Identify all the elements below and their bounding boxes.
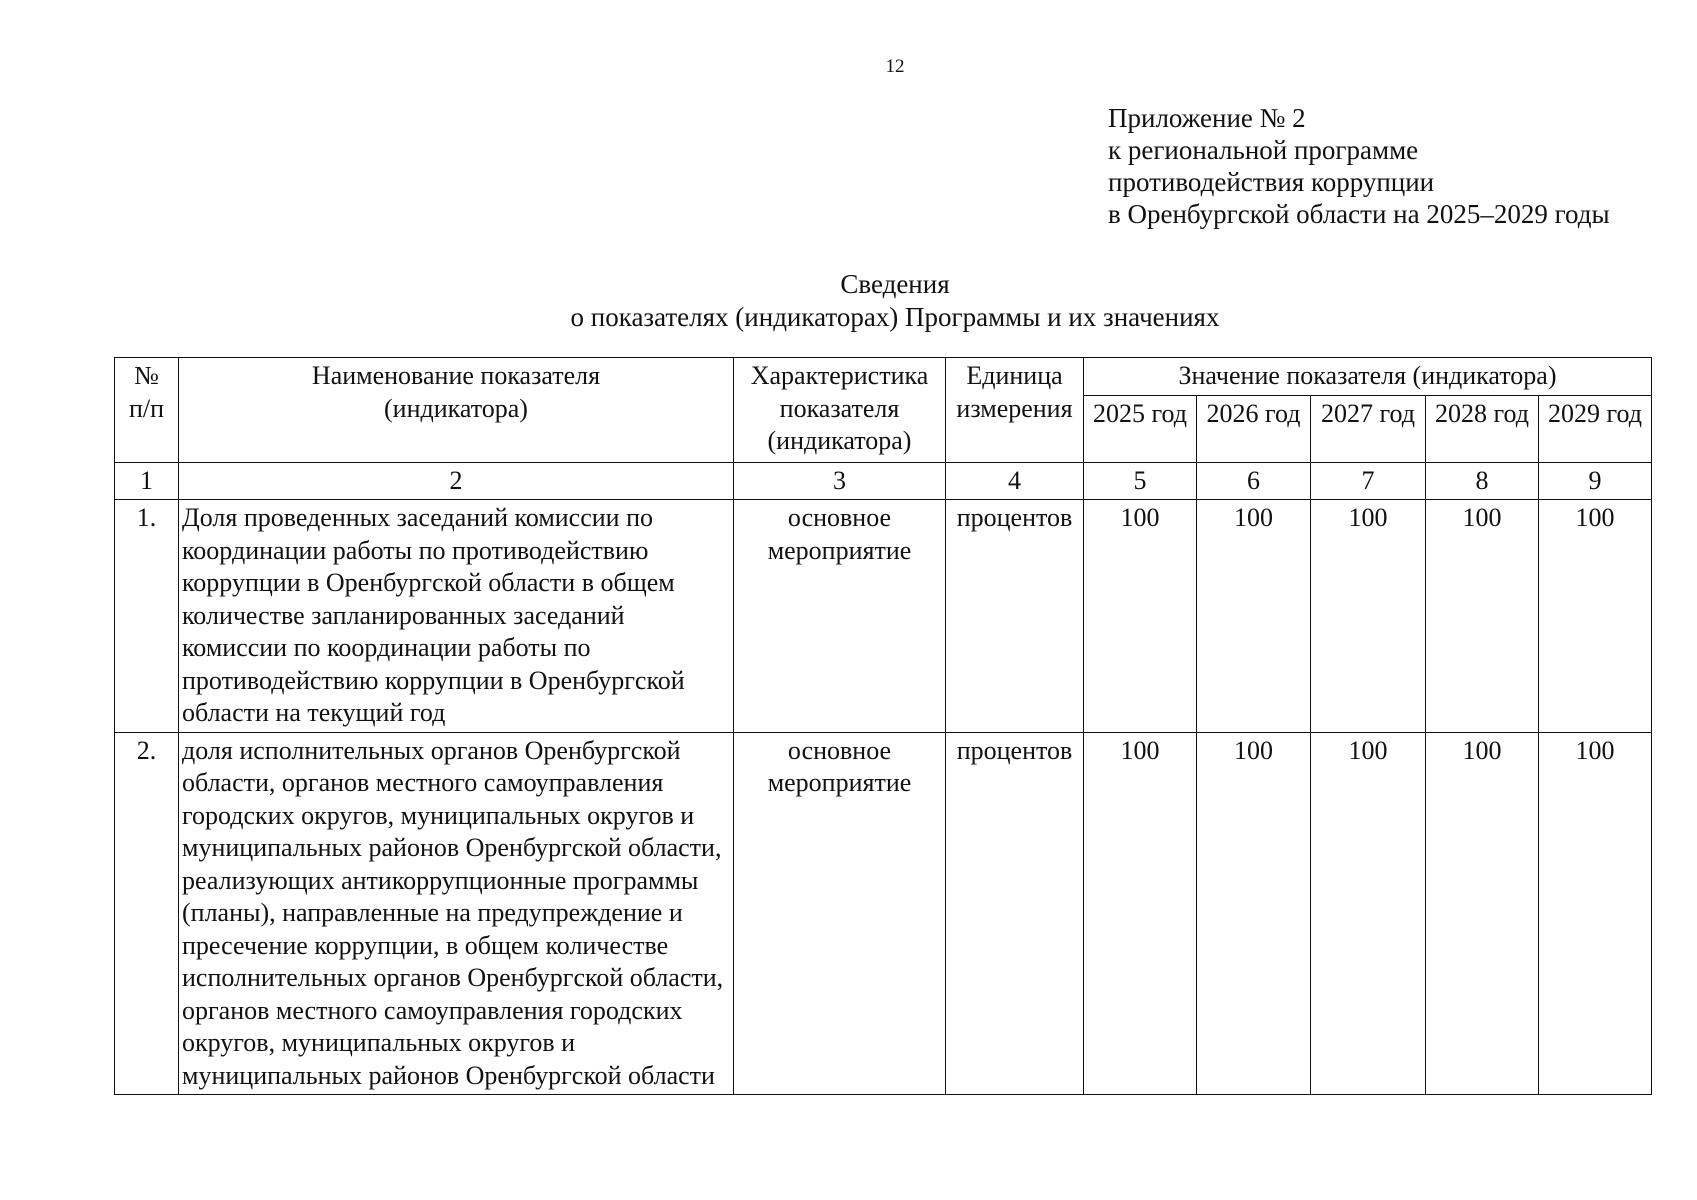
table-header-row bbox=[115, 358, 1652, 396]
row-value-2027: 100 bbox=[1311, 500, 1426, 733]
column-number: 3 bbox=[734, 462, 946, 500]
row-value-2028: 100 bbox=[1426, 732, 1539, 1095]
header-num: № п/п bbox=[115, 358, 179, 463]
appendix-line: к региональной программе bbox=[1108, 135, 1419, 165]
row-unit: процентов bbox=[946, 500, 1084, 733]
row-value-2026: 100 bbox=[1197, 732, 1311, 1095]
row-value-2027: 100 bbox=[1311, 732, 1426, 1095]
indicators-table bbox=[114, 357, 1652, 1095]
header-year: 2026 год bbox=[1197, 395, 1311, 462]
appendix-line: Приложение № 2 bbox=[1108, 103, 1306, 133]
table-row bbox=[115, 732, 1652, 1095]
row-value-2026: 100 bbox=[1197, 500, 1311, 733]
row-value-2025: 100 bbox=[1084, 732, 1197, 1095]
header-year: 2029 год bbox=[1539, 395, 1652, 462]
header-year: 2027 год bbox=[1311, 395, 1426, 462]
header-year: 2025 год bbox=[1084, 395, 1197, 462]
document-heading bbox=[0, 268, 1697, 334]
header-values-group: Значение показателя (индикатора) bbox=[1084, 358, 1652, 396]
column-number: 5 bbox=[1084, 462, 1197, 500]
column-number: 2 bbox=[179, 462, 734, 500]
column-number: 1 bbox=[115, 462, 179, 500]
table-row bbox=[115, 500, 1652, 733]
appendix-note bbox=[1108, 102, 1610, 230]
header-unit: Единица измерения bbox=[946, 358, 1084, 463]
header-characteristic: Характеристика показателя (индикатора) bbox=[734, 358, 946, 463]
header-name: Наименование показателя (индикатора) bbox=[179, 358, 734, 463]
heading-subtitle: о показателях (индикаторах) Программы и их значениях bbox=[570, 302, 1220, 332]
row-characteristic: основное мероприятие bbox=[734, 732, 946, 1095]
column-number: 8 bbox=[1426, 462, 1539, 500]
row-characteristic: основное мероприятие bbox=[734, 500, 946, 733]
row-num: 2. bbox=[115, 732, 179, 1095]
column-number: 9 bbox=[1539, 462, 1652, 500]
row-value-2028: 100 bbox=[1426, 500, 1539, 733]
page-number: 12 bbox=[885, 56, 905, 77]
header-year: 2028 год bbox=[1426, 395, 1539, 462]
column-number: 7 bbox=[1311, 462, 1426, 500]
row-value-2029: 100 bbox=[1539, 732, 1652, 1095]
appendix-line: противодействия коррупции bbox=[1108, 167, 1435, 197]
row-value-2029: 100 bbox=[1539, 500, 1652, 733]
column-number: 4 bbox=[946, 462, 1084, 500]
appendix-line: в Оренбургской области на 2025–2029 годы bbox=[1108, 199, 1610, 229]
row-value-2025: 100 bbox=[1084, 500, 1197, 733]
heading-title: Сведения bbox=[840, 269, 950, 299]
row-indicator-name: доля исполнительных органов Оренбургской области, органов местного самоуправления городских округов, муниципальных округов и муниципальных районов Оренбургской области, реализующих антикоррупционные программы (планы), направленные на предупреждение и пресечение коррупции, в общем количестве исполнительных органов Оренбургской области, органов местного самоуправления городских округов, муниципальных округов и муниципальных районов Оренбургской области bbox=[179, 732, 734, 1095]
row-unit: процентов bbox=[946, 732, 1084, 1095]
row-indicator-name: Доля проведенных заседаний комиссии по координации работы по противодействию коррупции в Оренбургской области в общем количестве запланированных заседаний комиссии по координации работы по противодействию коррупции в Оренбургской области на текущий год bbox=[179, 500, 734, 733]
column-number: 6 bbox=[1197, 462, 1311, 500]
column-numbers-row bbox=[115, 462, 1652, 500]
row-num: 1. bbox=[115, 500, 179, 733]
